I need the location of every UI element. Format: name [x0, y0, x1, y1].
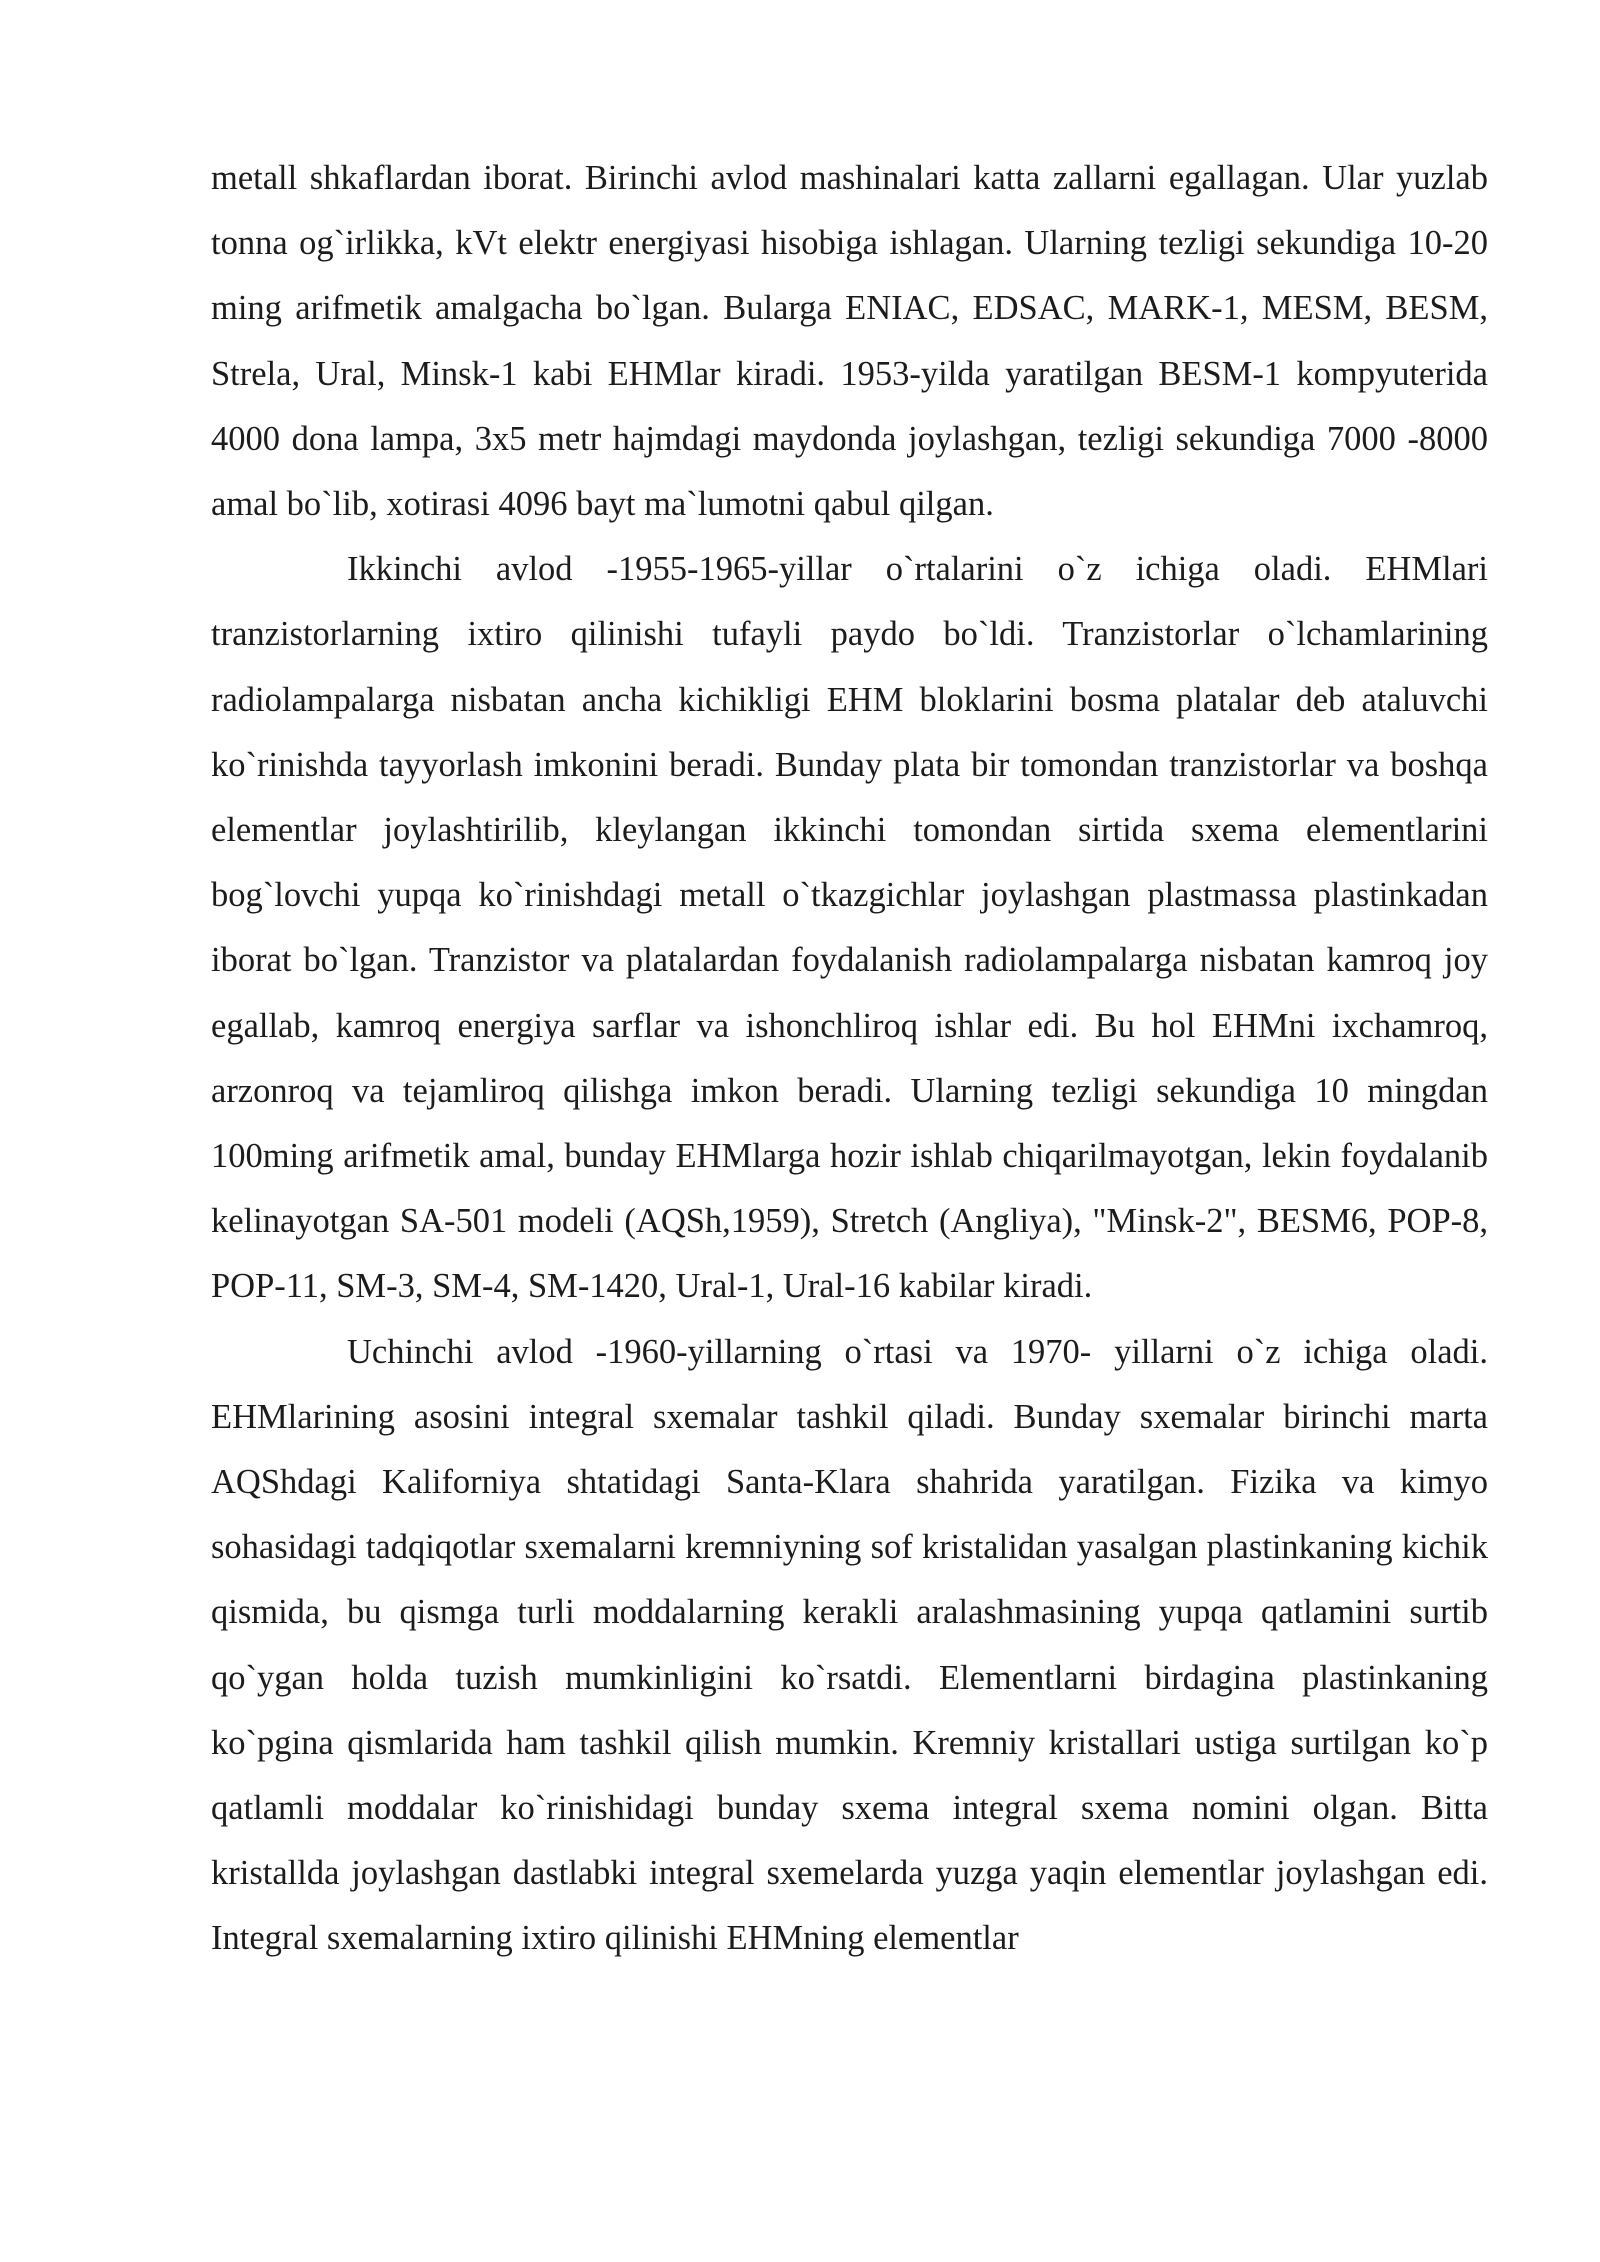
paragraph-third-generation: Uchinchi avlod -1960-yillarning o`rtasi va 1970- yillarni o`z ichiga oladi. EHMlarining asosini integral sxemalar tashkil qiladi. Bunday sxemalar birinchi marta AQShdagi Kaliforniya shtatidagi Santa-Klara shahrida yaratilgan. Fizika va kimyo sohasidagi tadqiqotlar sxemalarni kremniyning sof kristalidan yasalgan plastinkaning kichik qismida, bu qismga turli moddalarning kerakli aralashmasining yupqa qatlamini surtib qo`ygan holda tuzish mumkinligini ko`rsatdi. Elementlarni birdagina plastinkaning ko`pgina qismlarida ham tashkil qilish mumkin. Kremniy kristallari ustiga surtilgan ko`p qatlamli moddalar ko`rinishidagi bunday sxema integral sxema nomini olgan. Bitta kristallda joylashgan dastlabki integral sxemelarda yuzga yaqin elementlar joylashgan edi. Integral sxemalarning ixtiro qilinishi EHMning elementlar	[211, 1332, 1488, 1958]
document-body	[211, 146, 1488, 1972]
paragraph-first-generation: metall shkaflardan iborat. Birinchi avlod mashinalari katta zallarni egallagan. Ular yuzlab tonna og`irlikka, kVt elektr energiyasi hisobiga ishlagan. Ularning tezligi sekundiga 10-20 ming arifmetik amalgacha bo`lgan. Bularga ENIAC, EDSAC, MARK-1, MESM, BESM, Strela, Ural, Minsk-1 kabi EHMlar kiradi. 1953-yilda yaratilgan BESM-1 kompyuterida 4000 dona lampa, 3x5 metr hajmdagi maydonda joylashgan, tezligi sekundiga 7000 -8000 amal bo`lib, xotirasi 4096 bayt ma`lumotni qabul qilgan.	[211, 159, 1488, 524]
paragraph-second-generation: Ikkinchi avlod -1955-1965-yillar o`rtalarini o`z ichiga oladi. EHMlari tranzistorlarning ixtiro qilinishi tufayli paydo bo`ldi. Tranzistorlar o`lchamlarining radiolampalarga nisbatan ancha kichikligi EHM bloklarini bosma platalar deb ataluvchi ko`rinishda tayyorlash imkonini beradi. Bunday plata bir tomondan tranzistorlar va boshqa elementlar joylashtirilib, kleylangan ikkinchi tomondan sirtida sxema elementlarini bog`lovchi yupqa ko`rinishdagi metall o`tkazgichlar joylashgan plastmassa plastinkadan iborat bo`lgan. Tranzistor va platalardan foydalanish radiolampalarga nisbatan kamroq joy egallab, kamroq energiya sarflar va ishonchliroq ishlar edi. Bu hol EHMni ixchamroq, arzonroq va tejamliroq qilishga imkon beradi. Ularning tezligi sekundiga 10 mingdan 100ming arifmetik amal, bunday EHMlarga hozir ishlab chiqarilmayotgan, lekin foydalanib kelinayotgan SA-501 modeli (AQSh,1959), Stretch (Angliya), "Minsk-2", BESM6, POP-8, POP-11, SM-3, SM-4, SM-1420, Ural-1, Ural-16 kabilar kiradi.	[211, 550, 1488, 1306]
